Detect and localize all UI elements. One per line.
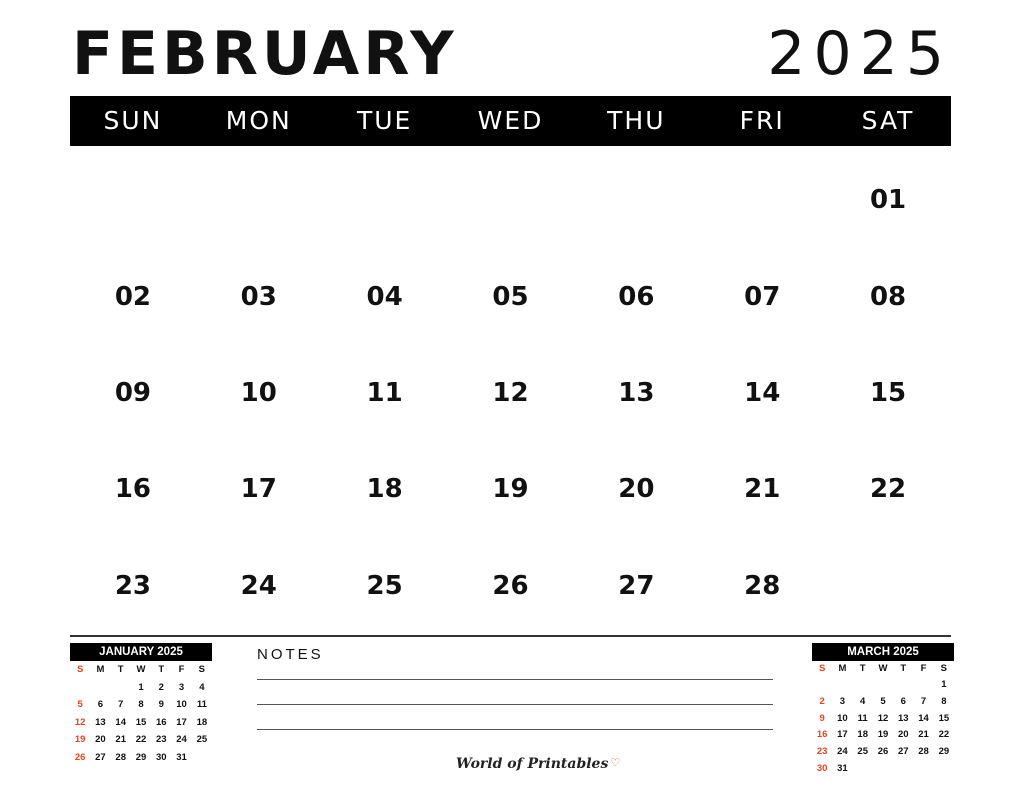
mini-day: 11 bbox=[196, 699, 207, 710]
day-cell bbox=[322, 152, 448, 248]
year-title: 2025 bbox=[767, 19, 952, 89]
mini-day: 16 bbox=[816, 729, 828, 741]
mini-weekday-label: F bbox=[920, 663, 927, 674]
day-cell: 24 bbox=[240, 570, 277, 601]
day-cell: 10 bbox=[240, 377, 277, 408]
mini-weekday-label: S bbox=[198, 664, 206, 675]
weekday-label: SUN bbox=[103, 106, 163, 135]
day-cell: 05 bbox=[492, 281, 529, 312]
day-cell: 11 bbox=[366, 377, 403, 408]
mini-day bbox=[853, 677, 873, 694]
mini-day: 15 bbox=[135, 716, 147, 728]
day-cell: 06 bbox=[618, 281, 655, 312]
mini-weekday-label: S bbox=[76, 664, 84, 675]
heart-icon: ♡ bbox=[610, 756, 621, 769]
mini-day: 17 bbox=[176, 716, 187, 728]
month-title: FEBRUARY bbox=[72, 19, 458, 89]
mini-day: 9 bbox=[819, 712, 825, 724]
mini-weekday-label: S bbox=[818, 663, 826, 674]
mini-day bbox=[70, 679, 90, 697]
mini-day bbox=[893, 677, 913, 694]
mini-day: 8 bbox=[138, 699, 144, 710]
day-cell bbox=[448, 152, 574, 248]
mini-day: 10 bbox=[176, 699, 187, 710]
mini-day bbox=[934, 761, 954, 778]
mini-weekday-label: M bbox=[838, 663, 847, 674]
mini-calendar-title: JANUARY 2025 bbox=[70, 643, 212, 661]
bottom-divider bbox=[70, 635, 951, 637]
mini-week-row bbox=[812, 761, 954, 778]
mini-day: 16 bbox=[155, 716, 167, 728]
mini-weekday-label: T bbox=[158, 664, 165, 675]
mini-week-row bbox=[70, 696, 212, 714]
mini-day: 24 bbox=[176, 734, 187, 745]
mini-day: 12 bbox=[877, 712, 889, 724]
mini-day: 12 bbox=[74, 716, 86, 728]
weekday-label: TUE bbox=[356, 106, 413, 135]
day-cell: 15 bbox=[869, 377, 907, 408]
day-cell: 03 bbox=[240, 281, 277, 312]
mini-day: 1 bbox=[941, 679, 947, 690]
mini-day bbox=[913, 761, 933, 778]
notes-label: NOTES bbox=[257, 646, 324, 663]
day-cell: 28 bbox=[744, 570, 781, 601]
mini-day: 6 bbox=[900, 695, 906, 707]
mini-day: 4 bbox=[860, 695, 866, 707]
weekday-label: FRI bbox=[739, 106, 785, 135]
day-cell: 13 bbox=[618, 377, 655, 408]
mini-weekday-label: M bbox=[96, 664, 105, 675]
mini-day: 26 bbox=[877, 746, 889, 758]
mini-day: 30 bbox=[816, 762, 828, 774]
day-cell: 26 bbox=[492, 570, 529, 601]
mini-day: 26 bbox=[74, 751, 86, 763]
mini-day: 29 bbox=[135, 751, 147, 763]
mini-day: 2 bbox=[158, 681, 164, 693]
day-cell: 07 bbox=[744, 281, 781, 312]
mini-day: 20 bbox=[95, 734, 106, 745]
weekday-label: WED bbox=[477, 106, 544, 135]
mini-day: 28 bbox=[918, 746, 929, 758]
day-cell bbox=[573, 152, 699, 248]
weekday-header-bar bbox=[70, 96, 951, 146]
note-line bbox=[257, 679, 773, 680]
day-cell: 19 bbox=[492, 474, 529, 505]
mini-day: 24 bbox=[837, 746, 848, 758]
mini-week-row bbox=[812, 677, 954, 694]
mini-day: 28 bbox=[115, 751, 126, 763]
mini-day: 19 bbox=[877, 729, 889, 741]
mini-day: 29 bbox=[938, 746, 950, 758]
mini-day: 23 bbox=[155, 734, 167, 745]
mini-day: 17 bbox=[837, 729, 848, 741]
mini-weekday-label: T bbox=[117, 664, 124, 675]
mini-day: 7 bbox=[118, 699, 124, 710]
mini-weekday-row bbox=[70, 661, 212, 679]
mini-day: 15 bbox=[938, 712, 950, 724]
weekday-label: THU bbox=[607, 106, 666, 135]
day-cell: 18 bbox=[366, 474, 403, 505]
mini-day bbox=[90, 679, 110, 697]
mini-day: 5 bbox=[77, 699, 83, 710]
mini-day: 18 bbox=[196, 716, 208, 728]
mini-day bbox=[873, 677, 893, 694]
mini-day bbox=[111, 679, 131, 697]
note-line bbox=[257, 704, 773, 705]
mini-weekday-label: T bbox=[900, 663, 907, 674]
mini-day bbox=[832, 677, 852, 694]
mini-week-row bbox=[812, 744, 954, 761]
mini-weekday-label: W bbox=[878, 663, 888, 674]
mini-calendar-title: MARCH 2025 bbox=[812, 643, 954, 661]
mini-day: 14 bbox=[918, 712, 929, 724]
day-cell: 01 bbox=[869, 185, 907, 216]
day-cell: 16 bbox=[114, 474, 152, 505]
mini-weekday-label: W bbox=[136, 664, 146, 675]
mini-week-row bbox=[70, 731, 212, 749]
mini-day: 5 bbox=[880, 695, 886, 707]
mini-week-row bbox=[70, 749, 212, 767]
mini-day: 21 bbox=[918, 729, 929, 741]
note-line bbox=[257, 729, 773, 730]
mini-day: 11 bbox=[857, 712, 868, 724]
day-cell: 22 bbox=[869, 474, 907, 505]
mini-week-row bbox=[70, 679, 212, 697]
mini-day: 6 bbox=[97, 699, 104, 710]
mini-day: 31 bbox=[837, 762, 848, 774]
mini-week-row bbox=[812, 727, 954, 744]
day-cell: 23 bbox=[114, 570, 152, 601]
day-cell: 04 bbox=[366, 281, 403, 312]
mini-day: 31 bbox=[176, 751, 187, 763]
month-grid bbox=[70, 152, 951, 634]
mini-day bbox=[812, 677, 832, 694]
mini-day: 9 bbox=[158, 699, 164, 710]
mini-week-row bbox=[812, 694, 954, 711]
mini-day: 3 bbox=[178, 681, 185, 693]
mini-day: 22 bbox=[938, 729, 950, 741]
day-cell: 09 bbox=[114, 377, 152, 408]
day-cell: 27 bbox=[618, 570, 655, 601]
mini-day: 4 bbox=[199, 681, 205, 693]
mini-day: 10 bbox=[837, 712, 848, 724]
mini-weekday-label: S bbox=[940, 663, 948, 674]
mini-day: 21 bbox=[115, 734, 126, 745]
mini-day: 27 bbox=[95, 751, 106, 763]
day-cell bbox=[196, 152, 322, 248]
mini-week-row bbox=[812, 711, 954, 728]
day-cell: 12 bbox=[492, 377, 529, 408]
day-cell: 25 bbox=[366, 570, 403, 601]
day-cell: 08 bbox=[869, 281, 907, 312]
day-cell: 17 bbox=[240, 474, 277, 505]
mini-day bbox=[893, 761, 913, 778]
mini-day: 14 bbox=[115, 716, 126, 728]
day-cell: 02 bbox=[114, 281, 152, 312]
mini-day bbox=[913, 677, 933, 694]
mini-weekday-label: F bbox=[178, 664, 185, 675]
mini-day: 2 bbox=[819, 695, 825, 707]
day-cell bbox=[699, 152, 825, 248]
mini-day: 22 bbox=[135, 734, 147, 745]
day-cell: 20 bbox=[618, 474, 655, 505]
mini-calendar-next bbox=[812, 643, 954, 778]
mini-calendar-prev bbox=[70, 643, 212, 766]
mini-day: 8 bbox=[941, 695, 947, 707]
mini-day: 23 bbox=[816, 746, 828, 758]
mini-day: 1 bbox=[138, 681, 144, 693]
mini-day: 13 bbox=[897, 712, 909, 724]
mini-week-row bbox=[70, 714, 212, 732]
mini-weekday-row bbox=[812, 661, 954, 677]
day-cell: 21 bbox=[744, 474, 781, 505]
mini-day: 27 bbox=[897, 746, 909, 758]
mini-day: 19 bbox=[74, 734, 86, 745]
brand-logo bbox=[456, 756, 620, 772]
mini-day: 25 bbox=[196, 734, 208, 745]
mini-day: 13 bbox=[95, 716, 106, 728]
mini-day: 7 bbox=[920, 695, 927, 707]
weekday-label: SAT bbox=[861, 106, 915, 135]
brand-logo-text: World of Printables bbox=[456, 756, 609, 772]
mini-weekday-label: T bbox=[859, 663, 866, 674]
mini-day: 25 bbox=[857, 746, 868, 758]
mini-day: 3 bbox=[839, 695, 846, 707]
mini-day bbox=[853, 761, 873, 778]
day-cell bbox=[70, 152, 196, 248]
mini-day: 18 bbox=[857, 729, 868, 741]
mini-day: 20 bbox=[897, 729, 909, 741]
weekday-label: MON bbox=[225, 106, 292, 135]
mini-day bbox=[192, 749, 212, 767]
day-cell bbox=[825, 538, 951, 634]
mini-day bbox=[873, 761, 893, 778]
mini-day: 30 bbox=[155, 751, 167, 763]
day-cell: 14 bbox=[744, 377, 781, 408]
